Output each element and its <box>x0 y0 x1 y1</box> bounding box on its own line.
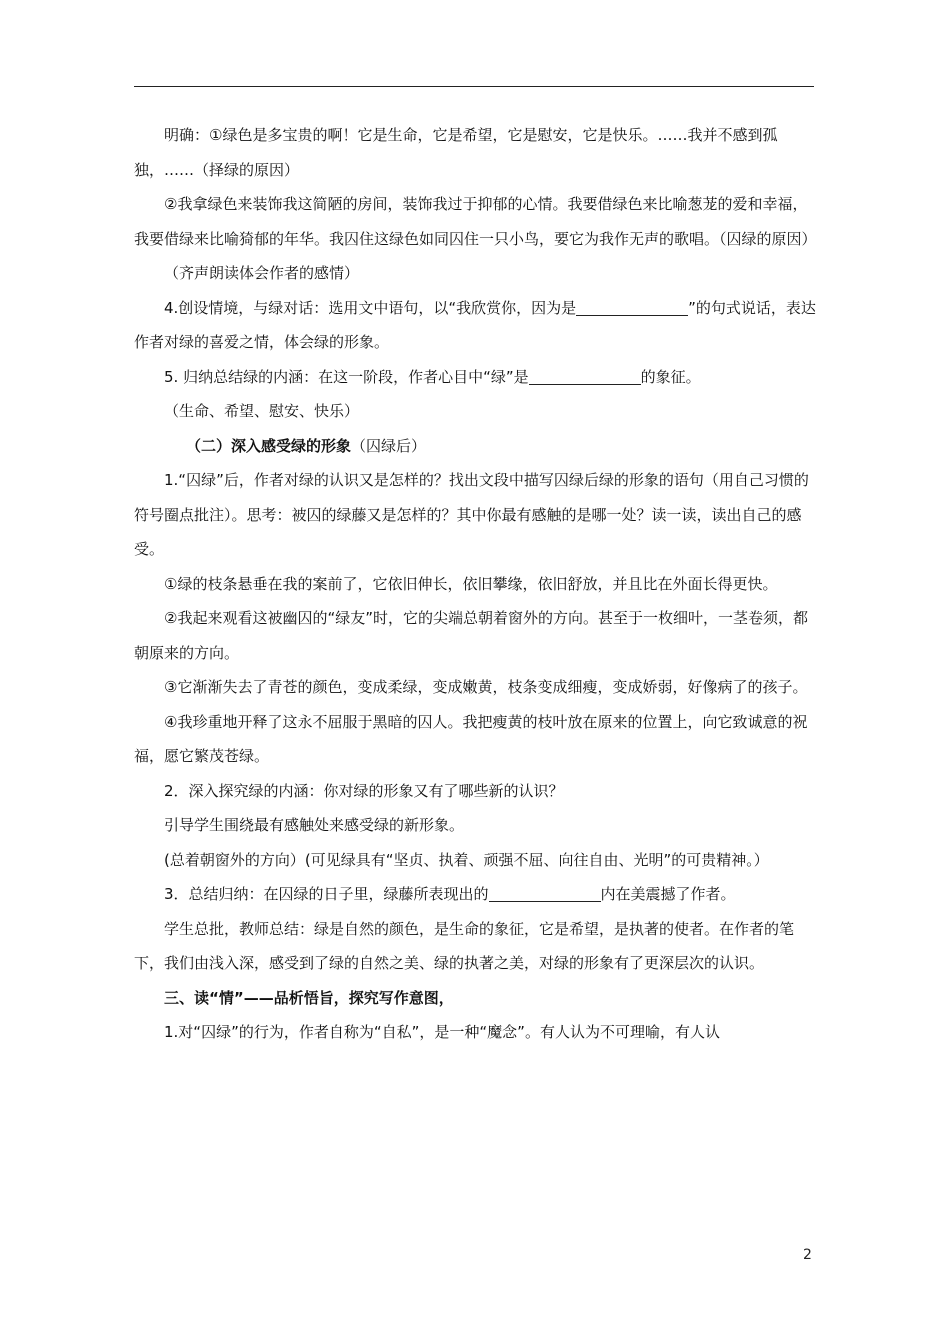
section-heading-2-bold: （二）深入感受绿的形象 <box>186 436 352 455</box>
paragraph-quote-1: ①绿的枝条悬垂在我的案前了，它依旧伸长，依旧攀缘，依旧舒放，并且比在外面长得更快。 <box>164 574 778 593</box>
section-heading-3: 三、读“情”——品析悟旨，探究写作意图， <box>164 988 454 1007</box>
question-3-text-after: 内在美震撼了作者。 <box>600 885 736 903</box>
paragraph-summary-answer: （生命、希望、慰安、快乐） <box>164 402 360 420</box>
paragraph-answer-reason-1: 明确：①绿色是多宝贵的啊！它是生命，它是希望，它是慰安，它是快乐。……我并不感到孤独，……（择绿的原因） <box>134 126 778 179</box>
paragraph-question-1: 1.“囚绿”后，作者对绿的认识又是怎样的？找出文段中描写囚绿后绿的形象的语句（用自己习惯的符号圈点批注）。思考：被囚的绿藤又是怎样的？其中你最有感触的是哪一处？读一读，读出自己的感受。 <box>134 471 809 558</box>
question-3-text-before: 3．总结归纳：在囚绿的日子里，绿藤所表现出的 <box>164 885 489 903</box>
paragraph-quote-3: ③它渐渐失去了青苍的颜色，变成柔绿，变成嫩黄，枝条变成细瘦，变成娇弱，好像病了的孩子。 <box>164 678 808 696</box>
paragraph-summary-task <box>134 360 816 395</box>
paragraph-quote-4: ④我珍重地开释了这永不屈服于黑暗的囚人。我把瘦黄的枝叶放在原来的位置上，向它致诚意的祝福，愿它繁茂苍绿。 <box>134 712 808 765</box>
section-heading-2 <box>134 429 816 464</box>
paragraph-spirit: (总着朝窗外的方向）(可见绿具有“坚贞、执着、顽强不屈、向往自由、光明”的可贵精神。） <box>164 850 769 869</box>
paragraph-quote-2: ②我起来观看这被幽囚的“绿友”时，它的尖端总朝着窗外的方向。甚至于一枚细叶，一茎卷须，都朝原来的方向。 <box>134 609 808 662</box>
paragraph-question-2: 2．深入探究绿的内涵：你对绿的形象又有了哪些新的认识？ <box>164 781 564 800</box>
paragraph-read-aloud: （齐声朗读体会作者的感情） <box>164 264 360 282</box>
paragraph-answer-reason-2: ②我拿绿色来装饰我这简陋的房间，装饰我过于抑郁的心情。我要借绿色来比喻葱茏的爱和幸福，我要借绿来比喻猗郁的年华。我囚住这绿色如同囚住一只小鸟，要它为我作无声的歌唱。（囚绿的原因） <box>134 195 817 248</box>
paragraph-teacher-summary: 学生总批，教师总结：绿是自然的颜色，是生命的象征，它是希望，是执著的使者。在作者的笔下，我们由浅入深，感受到了绿的自然之美、绿的执著之美，对绿的形象有了更深层次的认识。 <box>134 919 795 972</box>
fill-blank-1 <box>576 297 688 316</box>
fill-blank-3 <box>489 883 601 902</box>
document-body <box>134 118 816 1050</box>
fill-blank-2 <box>529 366 641 385</box>
paragraph-question-3 <box>134 877 816 912</box>
dialogue-task-text-before: 4.创设情境，与绿对话：选用文中语句，以“我欣赏你，因为是 <box>164 298 577 317</box>
section-heading-2-note: （囚绿后） <box>351 436 427 455</box>
paragraph-guidance: 引导学生围绕最有感触处来感受绿的新形象。 <box>164 816 465 834</box>
page-number: 2 <box>803 1247 812 1263</box>
header-rule <box>134 86 814 87</box>
paragraph-question-4: 1.对“囚绿”的行为，作者自称为“自私”，是一种“魔念”。有人认为不可理喻，有人认 <box>164 1023 720 1041</box>
summary-task-text-before: 5. 归纳总结绿的内涵：在这一阶段，作者心目中“绿”是 <box>164 367 529 386</box>
paragraph-dialogue-task <box>134 291 816 360</box>
dialogue-task-text-after: ”的句式说话，表达作者对绿的喜爱之情，体会绿的形象。 <box>134 298 816 351</box>
summary-task-text-after: 的象征。 <box>640 367 701 386</box>
